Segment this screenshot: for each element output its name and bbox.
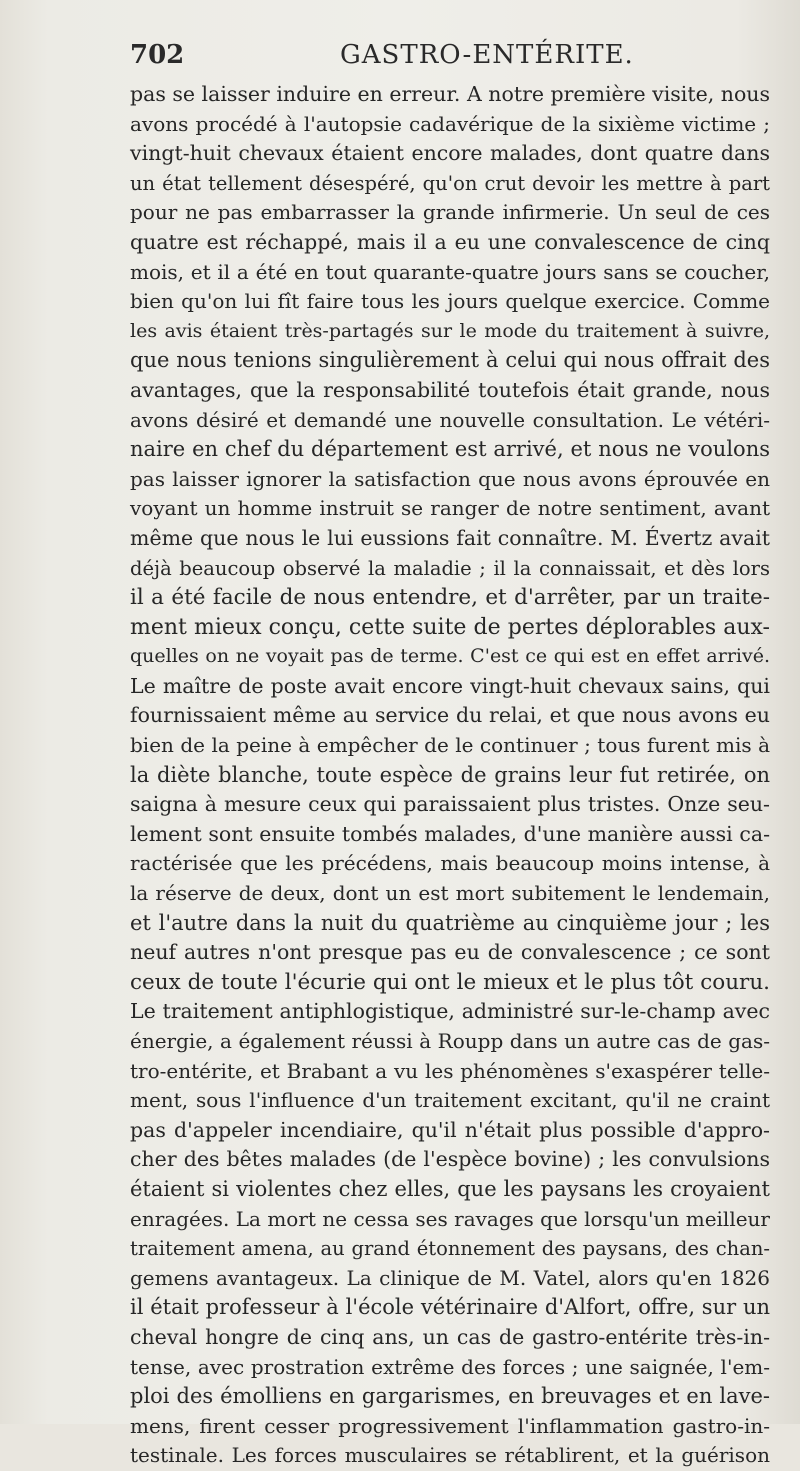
text-line: il a été facile de nous entendre, et d'arrêter, par un traite- xyxy=(130,585,770,611)
text-line: traitement amena, au grand étonnement des paysans, des chan- xyxy=(130,1237,770,1261)
running-title: GASTRO-ENTÉRITE. xyxy=(340,40,634,70)
text-line: bien qu'on lui fît faire tous les jours quelque exercice. Comme xyxy=(130,289,770,314)
text-line: ractérisée que les précédens, mais beaucoup moins intense, à xyxy=(130,851,770,876)
text-line: les avis étaient très-partagés sur le mode du traitement à suivre, xyxy=(130,319,770,342)
text-line: ceux de toute l'écurie qui ont le mieux et le plus tôt couru. xyxy=(130,969,770,995)
text-line: pas se laisser induire en erreur. A notre première visite, nous xyxy=(130,82,771,106)
text-line: pas d'appeler incendiaire, qu'il n'était plus possible d'appro- xyxy=(130,1117,770,1142)
text-line: bien de la peine à empêcher de le continuer ; tous furent mis à xyxy=(130,733,770,758)
text-line: Le maître de poste avait encore vingt-huit chevaux sains, qui xyxy=(130,673,770,698)
text-line: étaient si violentes chez elles, que les paysans les croyaient xyxy=(130,1176,770,1201)
text-line: fournissaient même au service du relai, et que nous avons eu xyxy=(130,703,770,728)
text-line: mois, et il a été en tout quarante-quatre jours sans se coucher, xyxy=(130,259,770,284)
text-line: naire en chef du département est arrivé, et nous ne voulons xyxy=(130,437,770,462)
text-line: testinale. Les forces musculaires se rétablirent, et la guérison xyxy=(130,1443,770,1468)
text-line: déjà beaucoup observé la maladie ; il la connaissait, et dès lors xyxy=(130,556,770,580)
text-line: Le traitement antiphlogistique, administré sur-le-champ avec xyxy=(130,999,770,1024)
text-line: cheval hongre de cinq ans, un cas de gastro-entérite très-in- xyxy=(130,1324,770,1349)
text-line: quelles on ne voyait pas de terme. C'est ce qui est en effet arrivé. xyxy=(130,645,770,668)
text-line: cher des bêtes malades (de l'espèce bovine) ; les convulsions xyxy=(130,1147,770,1172)
text-line: énergie, a également réussi à Roupp dans un autre cas de gas- xyxy=(130,1029,770,1053)
page-number: 702 xyxy=(130,40,185,70)
text-line: avons procédé à l'autopsie cadavérique de la sixième victime ; xyxy=(130,111,770,136)
text-line: voyant un homme instruit se ranger de notre sentiment, avant xyxy=(130,496,770,521)
page-header xyxy=(130,40,770,80)
text-line: ment mieux conçu, cette suite de pertes déplorables aux- xyxy=(130,614,770,640)
text-line: neuf autres n'ont presque pas eu de convalescence ; ce sont xyxy=(130,940,770,965)
text-line: que nous tenions singulièrement à celui qui nous offrait des xyxy=(130,348,770,373)
text-line: lement sont ensuite tombés malades, d'une manière aussi ca- xyxy=(130,821,770,846)
text-line: ploi des émolliens en gargarismes, en breuvages et en lave- xyxy=(130,1384,770,1409)
text-line: et l'autre dans la nuit du quatrième au cinquième jour ; les xyxy=(130,910,770,935)
text-line: ment, sous l'influence d'un traitement excitant, qu'il ne craint xyxy=(130,1088,770,1113)
text-line: même que nous le lui eussions fait connaître. M. Évertz avait xyxy=(130,525,770,550)
text-line: enragées. La mort ne cessa ses ravages que lorsqu'un meilleur xyxy=(130,1206,770,1231)
text-line: avantages, que la responsabilité toutefois était grande, nous xyxy=(130,377,770,402)
text-line: la réserve de deux, dont un est mort subitement le lendemain, xyxy=(130,881,770,906)
text-line: quatre est réchappé, mais il a eu une convalescence de cinq xyxy=(130,229,770,254)
text-line: pour ne pas embarrasser la grande infirmerie. Un seul de ces xyxy=(130,200,770,225)
text-line: vingt-huit chevaux étaient encore malades, dont quatre dans xyxy=(130,141,770,166)
body-text xyxy=(130,80,770,1471)
text-line: un état tellement désespéré, qu'on crut devoir les mettre à part xyxy=(130,171,770,195)
text-line: avons désiré et demandé une nouvelle consultation. Le vétéri- xyxy=(130,407,770,432)
text-line: tro-entérite, et Brabant a vu les phénomènes s'exaspérer telle- xyxy=(130,1058,770,1083)
text-line: la diète blanche, toute espèce de grains leur fut retirée, on xyxy=(130,762,770,787)
text-line: saigna à mesure ceux qui paraissaient plus tristes. Onze seu- xyxy=(130,792,770,817)
text-line: mens, firent cesser progressivement l'inflammation gastro-in- xyxy=(130,1413,770,1438)
text-line: il était professeur à l'école vétérinaire d'Alfort, offre, sur un xyxy=(130,1295,770,1320)
text-line: pas laisser ignorer la satisfaction que nous avons éprouvée en xyxy=(130,466,770,491)
text-line: gemens avantageux. La clinique de M. Vatel, alors qu'en 1826 xyxy=(130,1265,770,1290)
text-line: tense, avec prostration extrême des forces ; une saignée, l'em- xyxy=(130,1354,770,1379)
